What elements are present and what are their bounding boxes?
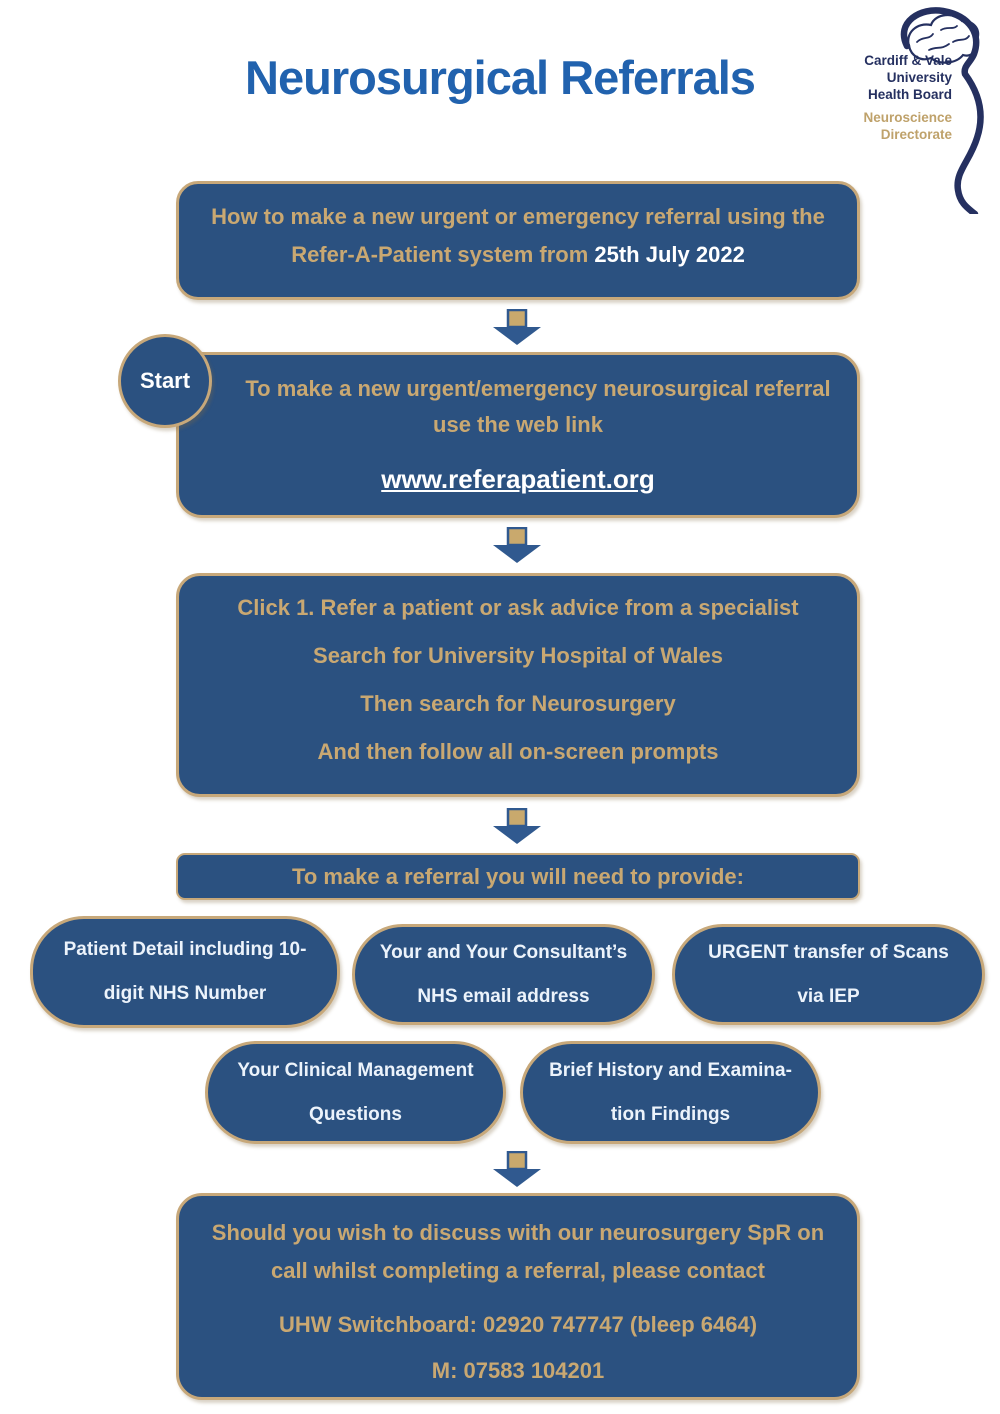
pill-line: Questions <box>309 1103 402 1125</box>
steps-box <box>176 573 860 797</box>
step-line: Click 1. Refer a patient or ask advice from a specialist <box>237 595 799 620</box>
provide-header-label: To make a referral you will need to provide: <box>292 863 744 889</box>
go-live-date: 25th July 2022 <box>594 242 745 267</box>
pill-line: Patient Detail including 10- <box>63 939 307 960</box>
page-title: Neurosurgical Referrals <box>245 51 755 104</box>
intro-line-2-prefix: Refer-A-Patient system from <box>291 242 595 267</box>
pill-line: NHS email address <box>417 985 590 1007</box>
logo-dept-line: Neuroscience <box>863 110 952 125</box>
logo-org-line: Cardiff & Vale <box>864 53 952 68</box>
health-board-logo-text <box>810 52 952 143</box>
pill-line: Your Clinical Management <box>237 1059 474 1081</box>
weblink-line-1: To make a new urgent/emergency neurosurgical referral <box>245 376 831 401</box>
step-line: And then follow all on-screen prompts <box>317 739 719 764</box>
contact-line: Should you wish to discuss with our neurosurgery SpR on <box>211 1220 825 1245</box>
requirement-pill-scans-iep <box>672 924 985 1025</box>
pill-line: digit NHS Number <box>103 983 267 1004</box>
intro-line-2 <box>179 236 857 274</box>
requirement-pill-clinical-questions <box>205 1041 506 1144</box>
requirement-pill-nhs-number <box>30 916 340 1028</box>
weblink-line-2: use the web link <box>433 412 603 437</box>
pill-line: tion Findings <box>610 1103 731 1125</box>
down-arrow-icon <box>485 309 549 347</box>
logo-org-line: University <box>886 70 952 85</box>
requirement-pill-email <box>352 924 655 1025</box>
intro-box <box>176 181 860 300</box>
pill-line: URGENT transfer of Scans <box>708 941 949 963</box>
pill-line: via IEP <box>797 985 860 1007</box>
contact-line: call whilst completing a referral, please contact <box>271 1258 765 1283</box>
down-arrow-icon <box>485 1151 549 1189</box>
contact-box <box>176 1193 860 1400</box>
start-label: Start <box>139 368 191 393</box>
step-line: Then search for Neurosurgery <box>360 691 676 716</box>
mobile-number: M: 07583 104201 <box>431 1358 605 1383</box>
provide-header-bar <box>176 853 860 900</box>
step-line: Search for University Hospital of Wales <box>313 643 723 668</box>
down-arrow-icon <box>485 527 549 565</box>
refer-a-patient-link[interactable]: www.referapatient.org <box>381 464 655 494</box>
switchboard-number: UHW Switchboard: 02920 747747 (bleep 6464) <box>278 1312 758 1337</box>
down-arrow-icon <box>485 808 549 846</box>
logo-org-line: Health Board <box>867 87 952 102</box>
pill-line: Your and Your Consultant’s <box>379 941 628 963</box>
requirement-pill-history-findings <box>520 1041 821 1144</box>
start-node <box>118 334 212 428</box>
weblink-box <box>176 352 860 518</box>
logo-dept-line: Directorate <box>880 127 952 142</box>
intro-line-1: How to make a new urgent or emergency referral using the <box>211 204 825 229</box>
pill-line: Brief History and Examina- <box>549 1059 792 1081</box>
